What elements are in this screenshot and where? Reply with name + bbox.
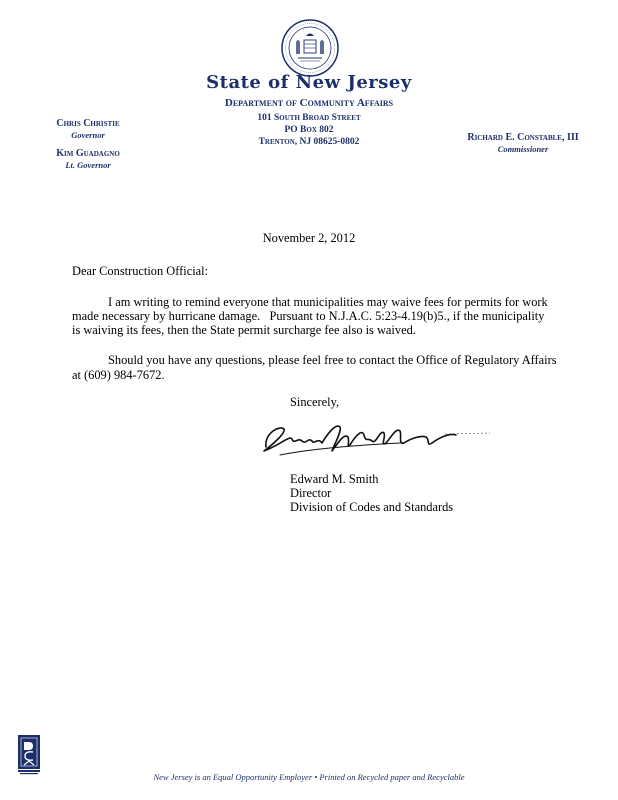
address-line-2: PO Box 802 xyxy=(284,125,334,135)
letter-date: November 2, 2012 xyxy=(262,231,356,245)
governor-name: Chris Christie xyxy=(56,118,120,129)
closing: Sincerely, xyxy=(290,395,340,409)
signature-image xyxy=(250,415,500,465)
lt-governor-title: Lt. Governor xyxy=(65,160,111,170)
paragraph-2-line-2: at (609) 984-7672. xyxy=(72,368,165,382)
footer-text: New Jersey is an Equal Opportunity Employer • Printed on Recycled paper and Recyclable xyxy=(153,772,465,782)
governor-title: Governor xyxy=(71,130,105,140)
salutation: Dear Construction Official: xyxy=(72,264,209,278)
signer-title: Director xyxy=(290,486,332,500)
department-name: Department of Community Affairs xyxy=(224,97,394,109)
address-line-1: 101 South Broad Street xyxy=(257,113,361,123)
paragraph-2-line-1: Should you have any questions, please feel free to contact the Office of Regulatory Affairs xyxy=(108,353,557,367)
signer-division: Division of Codes and Standards xyxy=(290,500,454,514)
signer-name: Edward M. Smith xyxy=(290,472,379,486)
paragraph-1-line-1: I am writing to remind everyone that municipalities may waive fees for permits for work xyxy=(108,295,548,309)
paragraph-1-line-3: is waiving its fees, then the State permit surcharge fee also is waived. xyxy=(72,323,416,337)
commissioner-name: Richard E. Constable, III xyxy=(467,132,579,143)
paragraph-1-line-2: made necessary by hurricane damage. Pursuant to N.J.A.C. 5:23-4.19(b)5., if the municipality xyxy=(72,309,545,323)
state-seal-icon xyxy=(280,18,340,78)
state-title: State of New Jersey xyxy=(206,72,412,93)
address-line-3: Trenton, NJ 08625-0802 xyxy=(258,137,360,147)
commissioner-title: Commissioner xyxy=(497,144,549,154)
dca-logo-icon xyxy=(18,735,40,775)
lt-governor-name: Kim Guadagno xyxy=(56,148,120,159)
